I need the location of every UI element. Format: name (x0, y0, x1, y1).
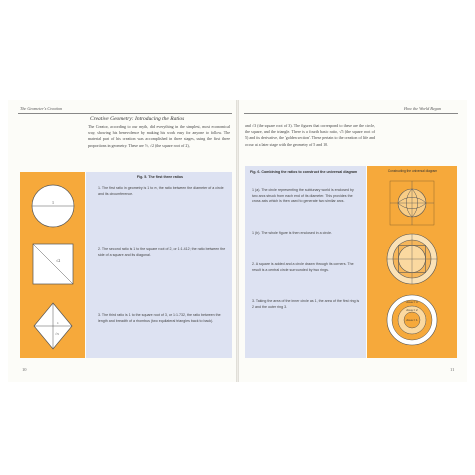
left-item-1: 1. The first ratio in geometry is 1 to π, the ratio between the diameter of a circle and its circumference. (98, 186, 224, 196)
square-diagonal-label: √2 (56, 258, 61, 263)
book-spine (236, 100, 239, 382)
diagram-title: Constructing the universal diagram (387, 169, 438, 173)
left-item-3: 3. The third ratio is 1 to the square root of 3, or 1:1.732, the ratio between the length and breadth of a rhombus (two equilateral triangles back to back). (98, 313, 221, 323)
left-page-number: 10 (22, 367, 27, 372)
left-figure-heading: Fig. 5. The first three ratios (136, 175, 184, 179)
right-running-head: How the World Began (404, 106, 441, 111)
right-item-3: 3. Taking the area of the inner circle as 1, the area of the first ring is 2 and the outer ring 3. (252, 299, 360, 309)
left-figure-text-panel (86, 172, 232, 358)
right-page-number: 11 (450, 367, 455, 372)
right-item-2: 2. A square is added and a circle drawn through its corners. The result is a central circle surrounded by two rings. (252, 262, 354, 272)
square-diagonal-figure (32, 243, 74, 285)
rhombus-label-a: 1 (57, 321, 59, 325)
right-item-1b: 1 (b). The whole figure is then enclosed in a circle. (252, 231, 333, 235)
right-item-1a: 1 (a). The circle representing the sublunary world is enclosed by two arcs struck from each end of its diameter. This provides the cross axis which is then used to generate two similar arcs. (252, 188, 354, 204)
right-figure-heading: Fig. 6. Combining the ratios to construct the universal diagram (250, 170, 358, 174)
circle-diameter-figure (30, 183, 76, 229)
left-item-2: 2. The second ratio is 1 to the square root of 2, or 1:1.412; the ratio between the side of a square and its diagonal. (98, 247, 226, 257)
area-rings-figure (386, 294, 438, 346)
circle-label: 1 (52, 200, 54, 205)
square-rings-figure (386, 233, 438, 285)
arcs-construction-figure (387, 178, 437, 228)
left-head-rule (18, 113, 232, 114)
ring-label-inner: Area = 1 (406, 318, 418, 322)
right-intro-text: and √3 (the square root of 3). The figures that correspond to these are the circle, the square, and the triangle. There is a fourth basic ratio, √5 (the square root of 5) and its derivative, the 'golden section'. These pertain to the creation of life and occur at a later stage with the geometry of 5 and 10. (245, 123, 375, 147)
right-head-rule (244, 113, 458, 114)
ring-label-outer: Area = 3 (406, 300, 418, 304)
ring-label-middle: Area = 2 (406, 308, 418, 312)
section-title: Creative Geometry: Introducing the Ratios (90, 116, 185, 122)
left-intro-text: The Creator, according to our myth, did everything in the simplest, most economical way, showing his benevolence by making his work easy for anyone to follow. The material part of his creation was accomplished in three stages, using the first three proportions in geometry. These are ½, √2 (the square root of 2), (88, 124, 230, 148)
left-running-head: The Geometer's Creation (20, 106, 63, 111)
rhombus-label-b: √3 (55, 332, 59, 336)
rhombus-figure (33, 302, 73, 350)
